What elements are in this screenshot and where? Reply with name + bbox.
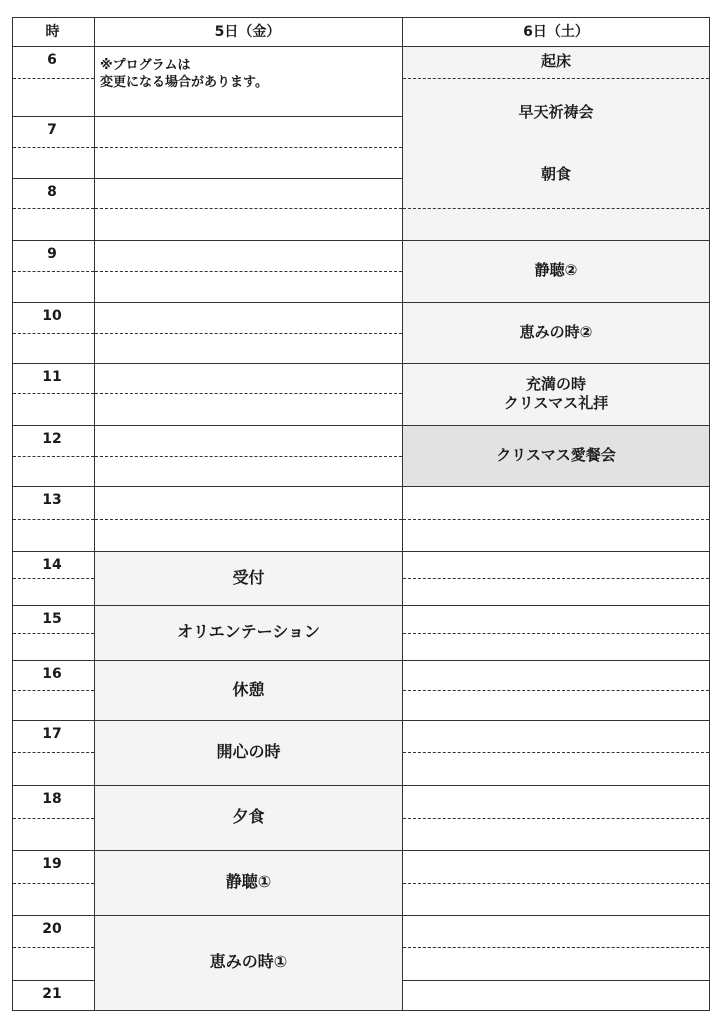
half-line-time-8 <box>13 578 94 579</box>
half-line-day1-7 <box>95 519 402 520</box>
half-line-day1-5 <box>95 393 402 394</box>
header-time: 時 <box>45 24 60 40</box>
half-line-time-0 <box>13 78 94 79</box>
hour-line-day1-12 <box>94 850 402 851</box>
event-grace-1: 恵みの時① <box>95 915 402 1010</box>
half-line-day2-0 <box>403 78 709 79</box>
hour-label-10: 10 <box>42 308 62 324</box>
hour-line-day1-2 <box>94 240 402 241</box>
hour-label-18: 18 <box>42 791 62 807</box>
event-reception: 受付 <box>95 551 402 605</box>
event-morning-prayer: 早天祈祷会 <box>403 78 709 147</box>
half-line-time-6 <box>13 456 94 457</box>
hour-line-day2-3 <box>402 302 709 303</box>
hour-line-day2-9 <box>402 660 709 661</box>
frame-right <box>709 17 710 1010</box>
hour-line-time-7 <box>12 551 94 552</box>
hour-line-day1-9 <box>94 660 402 661</box>
hour-line-day1-7 <box>94 551 402 552</box>
hour-line-time-13 <box>12 915 94 916</box>
header-divider <box>12 46 710 47</box>
hour-label-19: 19 <box>42 856 62 872</box>
hour-line-day2-11 <box>402 785 709 786</box>
half-line-day2-12 <box>403 818 709 819</box>
hour-line-day2-14 <box>402 980 709 981</box>
hour-label-16: 16 <box>42 666 62 682</box>
event-fulfillment-christmas-service: 充満の時 クリスマス礼拝 <box>403 363 709 425</box>
hour-line-day2-7 <box>402 551 709 552</box>
frame-bottom <box>12 1010 710 1011</box>
hour-line-day1-0 <box>94 116 402 117</box>
half-line-time-1 <box>13 147 94 148</box>
hour-line-time-1 <box>12 178 94 179</box>
half-line-time-2 <box>13 208 94 209</box>
hour-label-15: 15 <box>42 611 62 627</box>
half-line-day1-3 <box>95 271 402 272</box>
hour-line-day1-3 <box>94 302 402 303</box>
event-opening: 開心の時 <box>95 720 402 785</box>
frame-left <box>12 17 13 1010</box>
event-orientation: オリエンテーション <box>95 605 402 660</box>
hour-label-13: 13 <box>42 492 62 508</box>
column-divider-2 <box>402 17 403 1010</box>
half-line-time-9 <box>13 633 94 634</box>
half-line-day1-6 <box>95 456 402 457</box>
hour-line-day2-13 <box>402 915 709 916</box>
hour-label-11: 11 <box>42 369 62 385</box>
hour-line-day1-4 <box>94 363 402 364</box>
event-listening-1: 静聴① <box>95 850 402 915</box>
hour-label-20: 20 <box>42 921 62 937</box>
half-line-time-5 <box>13 393 94 394</box>
hour-line-time-6 <box>12 486 94 487</box>
hour-label-7: 7 <box>47 122 57 138</box>
half-line-day2-10 <box>403 690 709 691</box>
hour-line-day1-10 <box>94 720 402 721</box>
hour-line-day2-5 <box>402 425 709 426</box>
event-christmas-fellowship-meal: クリスマス愛餐会 <box>403 425 709 486</box>
program-note: ※プログラムは 変更になる場合があります。 <box>100 58 268 90</box>
half-line-day2-9 <box>403 633 709 634</box>
frame-top <box>12 17 710 18</box>
half-line-day2-13 <box>403 883 709 884</box>
hour-line-time-14 <box>12 980 94 981</box>
hour-line-time-12 <box>12 850 94 851</box>
half-line-time-10 <box>13 690 94 691</box>
hour-line-day1-13 <box>94 915 402 916</box>
hour-line-day2-8 <box>402 605 709 606</box>
half-line-time-12 <box>13 818 94 819</box>
half-line-day2-11 <box>403 752 709 753</box>
hour-line-time-4 <box>12 363 94 364</box>
header-day2: 6日（土） <box>523 24 589 40</box>
hour-label-21: 21 <box>42 986 62 1002</box>
hour-line-time-8 <box>12 605 94 606</box>
half-line-day1-2 <box>95 208 402 209</box>
hour-label-8: 8 <box>47 184 57 200</box>
hour-line-day1-5 <box>94 425 402 426</box>
hour-line-day1-6 <box>94 486 402 487</box>
half-line-time-4 <box>13 333 94 334</box>
hour-line-day2-10 <box>402 720 709 721</box>
column-divider-1 <box>94 17 95 1010</box>
hour-label-12: 12 <box>42 431 62 447</box>
hour-line-time-0 <box>12 116 94 117</box>
half-line-day2-2 <box>403 208 709 209</box>
hour-line-time-5 <box>12 425 94 426</box>
hour-line-day2-4 <box>402 363 709 364</box>
hour-line-time-3 <box>12 302 94 303</box>
hour-line-day2-12 <box>402 850 709 851</box>
hour-line-time-2 <box>12 240 94 241</box>
hour-line-day2-6 <box>402 486 709 487</box>
hour-label-9: 9 <box>47 246 57 262</box>
hour-line-time-9 <box>12 660 94 661</box>
half-line-time-14 <box>13 947 94 948</box>
half-line-day2-8 <box>403 578 709 579</box>
half-line-day2-extra <box>403 947 709 948</box>
hour-line-day1-1 <box>94 178 402 179</box>
event-dinner: 夕食 <box>95 785 402 850</box>
event-break: 休憩 <box>95 660 402 720</box>
hour-label-14: 14 <box>42 557 62 573</box>
half-line-day1-4 <box>95 333 402 334</box>
event-wake-up: 起床 <box>403 46 709 78</box>
event-breakfast: 朝食 <box>403 147 709 240</box>
event-listening-2: 静聴② <box>403 240 709 302</box>
hour-label-17: 17 <box>42 726 62 742</box>
half-line-time-3 <box>13 271 94 272</box>
hour-line-time-11 <box>12 785 94 786</box>
hour-label-6: 6 <box>47 52 57 68</box>
half-line-time-7 <box>13 519 94 520</box>
hour-line-time-10 <box>12 720 94 721</box>
header-day1: 5日（金） <box>214 24 281 40</box>
event-grace-2: 恵みの時② <box>403 302 709 363</box>
hour-line-day1-11 <box>94 785 402 786</box>
half-line-time-11 <box>13 752 94 753</box>
half-line-day1-1 <box>95 147 402 148</box>
half-line-day2-7 <box>403 519 709 520</box>
hour-line-day1-8 <box>94 605 402 606</box>
half-line-time-13 <box>13 883 94 884</box>
hour-line-day2-2 <box>402 240 709 241</box>
